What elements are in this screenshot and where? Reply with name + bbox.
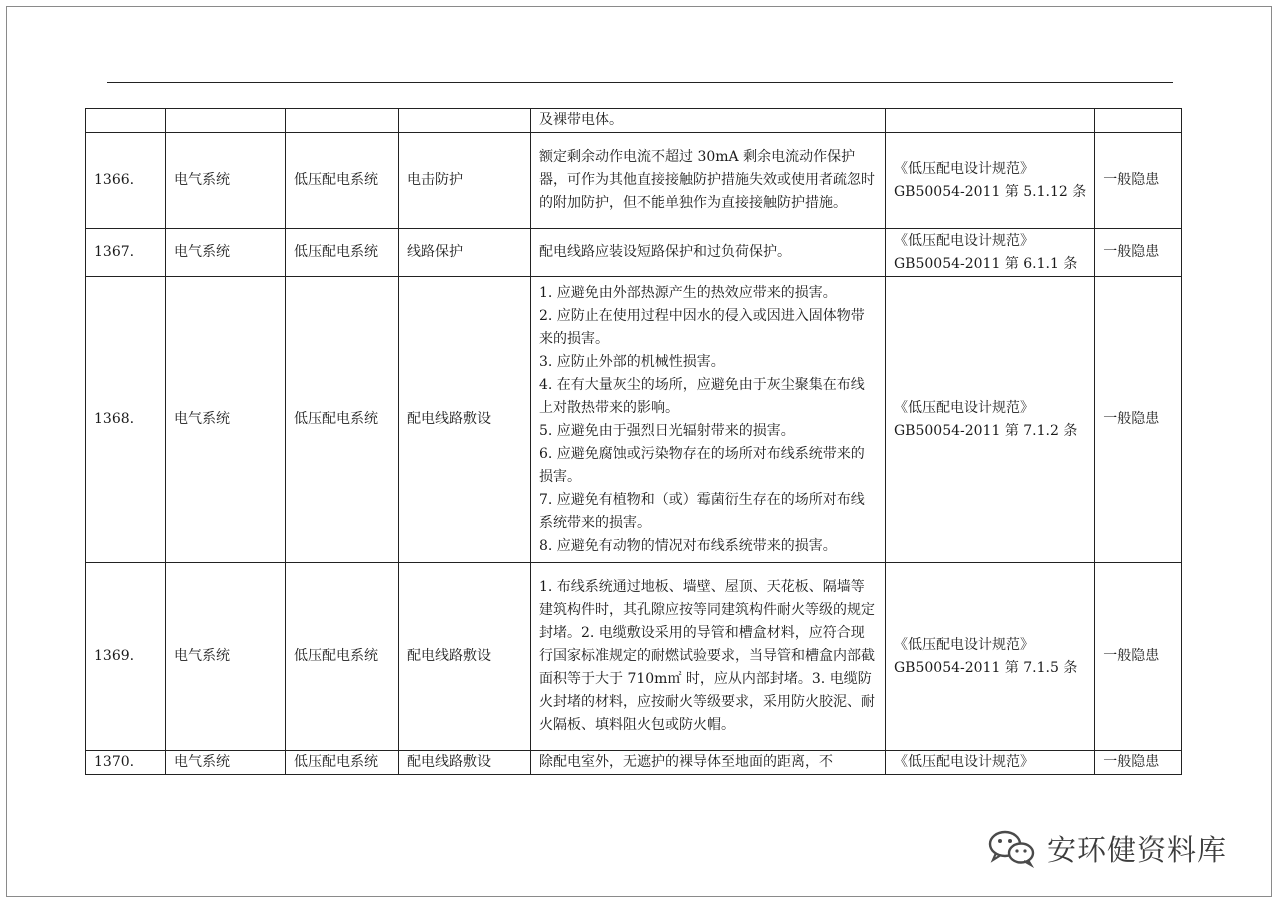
- check-item-cell: 配电线路敷设: [399, 563, 531, 751]
- standard-cell: [886, 229, 1095, 277]
- row-number: [86, 109, 166, 133]
- hazard-level-cell: 一般隐患: [1095, 133, 1182, 229]
- subsystem-cell: 低压配电系统: [286, 133, 399, 229]
- table-row: [86, 563, 1182, 751]
- row-number: 1367.: [86, 229, 166, 277]
- check-item-cell: 电击防护: [399, 133, 531, 229]
- hazard-level-cell: 一般隐患: [1095, 229, 1182, 277]
- standard-cell: [886, 563, 1095, 751]
- requirement-cell: [531, 277, 886, 563]
- system-cell: 电气系统: [166, 751, 286, 775]
- table-row: [86, 133, 1182, 229]
- subsystem-cell: 低压配电系统: [286, 277, 399, 563]
- standard-line: GB50054-2011 第 7.1.5 条: [894, 659, 1078, 676]
- hazard-level-cell: 一般隐患: [1095, 277, 1182, 563]
- row-number: 1368.: [86, 277, 166, 563]
- requirement-line: 8. 应避免有动物的情况对布线系统带来的损害。: [539, 537, 837, 554]
- standard-cell: [886, 133, 1095, 229]
- standard-line: 《低压配电设计规范》: [894, 232, 1034, 249]
- requirement-line: 及裸带电体。: [539, 112, 623, 128]
- hazard-level-cell: 一般隐患: [1095, 751, 1182, 775]
- row-number: 1369.: [86, 563, 166, 751]
- standard-cell: [886, 277, 1095, 563]
- watermark: [987, 825, 1227, 871]
- standard-line: GB50054-2011 第 6.1.1 条: [894, 255, 1078, 272]
- header-rule: [107, 82, 1173, 83]
- check-item-cell: 线路保护: [399, 229, 531, 277]
- table-row: [86, 229, 1182, 277]
- system-cell: 电气系统: [166, 133, 286, 229]
- row-number: 1366.: [86, 133, 166, 229]
- standard-line: GB50054-2011 第 5.1.12 条: [894, 183, 1087, 200]
- system-cell: 电气系统: [166, 277, 286, 563]
- standard-line: 《低压配电设计规范》: [894, 636, 1034, 653]
- standard-line: GB50054-2011 第 7.1.2 条: [894, 422, 1078, 439]
- hazard-table: [85, 108, 1182, 775]
- wechat-icon: [987, 828, 1039, 868]
- requirement-line: 7. 应避免有植物和（或）霉菌衍生存在的场所对布线系统带来的损害。: [539, 491, 865, 531]
- watermark-text: 安环健资料库: [1047, 832, 1228, 867]
- requirement-line: 6. 应避免腐蚀或污染物存在的场所对布线系统带来的损害。: [539, 445, 865, 485]
- requirement-line: 5. 应避免由于强烈日光辐射带来的损害。: [539, 422, 795, 439]
- standard-line: 《低压配电设计规范》: [894, 160, 1034, 177]
- row-number: 1370.: [86, 751, 166, 775]
- table-row: [86, 109, 1182, 133]
- check-item-cell: 配电线路敷设: [399, 751, 531, 775]
- requirement-cell: [531, 229, 886, 277]
- standard-line: 《低压配电设计规范》: [894, 399, 1034, 416]
- requirement-line: 2. 应防止在使用过程中因水的侵入或因进入固体物带来的损害。: [539, 307, 865, 347]
- check-item-cell: 配电线路敷设: [399, 277, 531, 563]
- subsystem-cell: 低压配电系统: [286, 751, 399, 775]
- requirement-cell: [531, 751, 886, 775]
- table-row: [86, 751, 1182, 775]
- standard-cell: [886, 751, 1095, 775]
- requirement-cell: [531, 133, 886, 229]
- system-cell: 电气系统: [166, 563, 286, 751]
- requirement-line: 配电线路应装设短路保护和过负荷保护。: [539, 244, 791, 260]
- subsystem-cell: 低压配电系统: [286, 563, 399, 751]
- requirement-line: 4. 在有大量灰尘的场所，应避免由于灰尘聚集在布线上对散热带来的影响。: [539, 376, 865, 416]
- table-row: [86, 277, 1182, 563]
- hazard-level-cell: 一般隐患: [1095, 563, 1182, 751]
- standard-line: 《低压配电设计规范》: [894, 754, 1034, 770]
- subsystem-cell: [286, 109, 399, 133]
- requirement-line: 额定剩余动作电流不超过 30mA 剩余电流动作保护器，可作为其他直接接触防护措施失效或使用者疏忽时的附加防护，但不能单独作为直接接触防护措施。: [539, 149, 875, 211]
- system-cell: [166, 109, 286, 133]
- system-cell: 电气系统: [166, 229, 286, 277]
- requirement-line: 除配电室外，无遮护的裸导体至地面的距离，不: [539, 754, 833, 770]
- hazard-level-cell: [1095, 109, 1182, 133]
- standard-cell: [886, 109, 1095, 133]
- requirement-cell: [531, 563, 886, 751]
- requirement-line: 1. 应避免由外部热源产生的热效应带来的损害。: [539, 284, 837, 301]
- subsystem-cell: 低压配电系统: [286, 229, 399, 277]
- requirement-line: 1. 布线系统通过地板、墙壁、屋顶、天花板、隔墙等建筑构件时，其孔隙应按等同建筑构件耐火等级的规定封堵。2. 电缆敷设采用的导管和槽盒材料，应符合现行国家标准规定的耐燃试验要求，当导管和槽盒内部截面积等于大于 710m㎡ 时，应从内部封堵。3. 电缆防火封堵的材料，应按耐火等级要求，采用防火胶泥、耐火隔板、填料阻火包或防火帽。: [539, 579, 875, 733]
- check-item-cell: [399, 109, 531, 133]
- requirement-line: 3. 应防止外部的机械性损害。: [539, 353, 725, 370]
- requirement-cell: [531, 109, 886, 133]
